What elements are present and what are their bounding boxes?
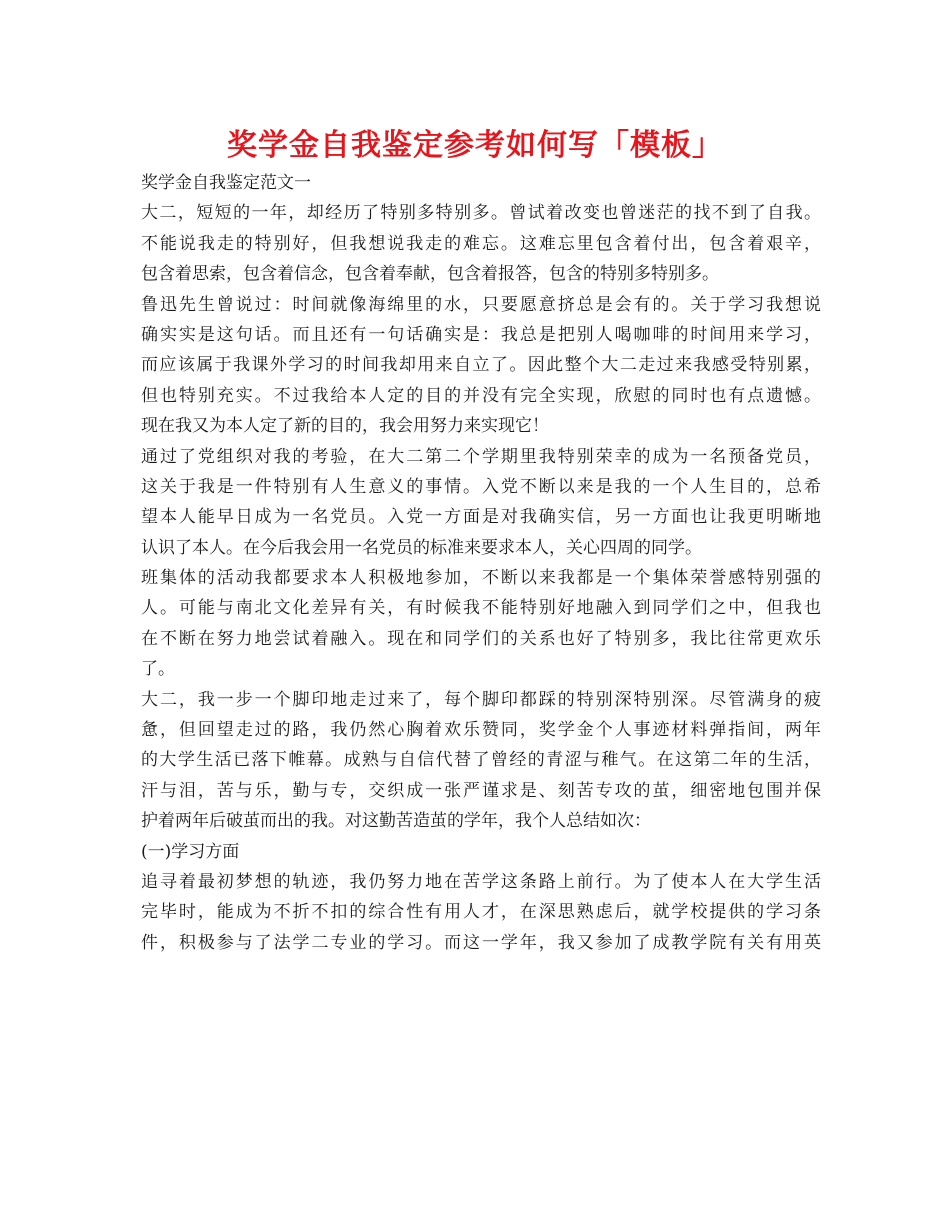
text-line: 鲁迅先生曾说过：时间就像海绵里的水，只要愿意挤总是会有的。关于学习我想说 (141, 294, 821, 315)
text-line: 完毕时，能成为不折不扣的综合性有用人才，在深思熟虑后，就学校提供的学习条 (141, 902, 821, 923)
text-line: 惫，但回望走过的路，我仍然心胸着欢乐赞同，奖学金个人事迹材料弹指间，两年 (141, 720, 821, 741)
text-line: 现在我又为本人定了新的目的，我会用努力来实现它！ (141, 416, 549, 437)
text-line: 追寻着最初梦想的轨迹，我仍努力地在苦学这条路上前行。为了使本人在大学生活 (141, 871, 821, 892)
text-line: 护着两年后破茧而出的我。对这勤苦造茧的学年，我个人总结如次： (141, 811, 651, 832)
text-line: (一)学习方面 (141, 841, 240, 862)
text-line: 班集体的活动我都要求本人积极地参加，不断以来我都是一个集体荣誉感特别强的 (141, 568, 821, 589)
text-line: 确实实是这句话。而且还有一句话确实是：我总是把别人喝咖啡的时间用来学习， (141, 324, 821, 345)
text-line: 望本人能早日成为一名党员。入党一方面是对我确实信，另一方面也让我更明晰地 (141, 507, 821, 528)
text-line: 件，积极参与了法学二专业的学习。而这一学年，我又参加了成教学院有关有用英 (141, 932, 821, 953)
text-line: 通过了党组织对我的考验，在大二第二个学期里我特别荣幸的成为一名预备党员， (141, 446, 821, 467)
text-line: 而应该属于我课外学习的时间我却用来自立了。因此整个大二走过来我感受特别累， (141, 355, 821, 376)
text-line: 包含着思索，包含着信念，包含着奉献，包含着报答，包含的特别多特别多。 (141, 264, 719, 285)
text-line: 这关于我是一件特别有人生意义的事情。入党不断以来是我的一个人生目的，总希 (141, 476, 821, 497)
text-line: 的大学生活已落下帷幕。成熟与自信代替了曾经的青涩与稚气。在这第二年的生活， (141, 750, 821, 771)
text-line: 不能说我走的特别好，但我想说我走的难忘。这难忘里包含着付出，包含着艰辛， (141, 233, 821, 254)
text-line: 奖学金自我鉴定范文一 (141, 173, 311, 193)
text-line: 汗与泪，苦与乐，勤与专，交织成一张严谨求是、刻苦专攻的茧，细密地包围并保 (141, 780, 821, 801)
document-body (141, 168, 821, 958)
text-line: 认识了本人。在今后我会用一名党员的标准来要求本人，关心四周的同学。 (141, 537, 702, 558)
text-line: 人。可能与南北文化差异有关，有时候我不能特别好地融入到同学们之中，但我也 (141, 598, 821, 619)
text-line: 在不断在努力地尝试着融入。现在和同学们的关系也好了特别多，我比往常更欢乐 (141, 628, 821, 649)
text-line: 大二，短短的一年，却经历了特别多特别多。曾试着改变也曾迷茫的找不到了自我。 (141, 203, 821, 224)
text-line: 但也特别充实。不过我给本人定的目的并没有完全实现，欣慰的同时也有点遗憾。 (141, 385, 821, 406)
document-title: 奖学金自我鉴定参考如何写「模板」 (227, 128, 723, 163)
text-line: 了。 (141, 659, 175, 680)
text-line: 大二，我一步一个脚印地走过来了，每个脚印都踩的特别深特别深。尽管满身的疲 (141, 689, 821, 710)
